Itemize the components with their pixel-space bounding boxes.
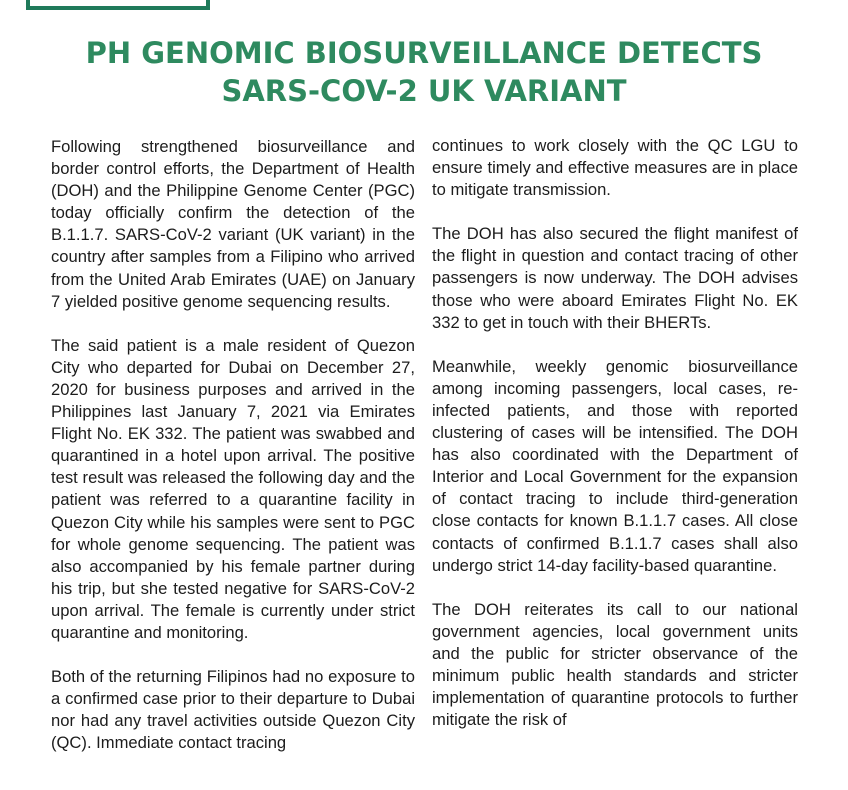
left-column: [51, 136, 415, 776]
title-line-1: PH GENOMIC BIOSURVEILLANCE DETECTS: [85, 36, 763, 70]
page-title: [0, 34, 848, 110]
logo-frame: [26, 0, 210, 10]
paragraph: The DOH has also secured the flight manifest of the flight in question and contact tracing of other passengers is now underway. The DOH advises those who were aboard Emirates Flight No. EK 332 to get in touch with their BHERTs.: [432, 224, 798, 332]
paragraph: The said patient is a male resident of Quezon City who departed for Dubai on December 27, 2020 for business purposes and arrived in the Philippines last January 7, 2021 via Emirates Flight No. EK 332. The patient was swabbed and quarantined in a hotel upon arrival. The positive test result was released the following day and the patient was referred to a quarantine facility in Quezon City while his samples were sent to PGC for whole genome sequencing. The patient was also accompanied by his female partner during his trip, but she tested negative for SARS-CoV-2 upon arrival. The female is currently under strict quarantine and monitoring.: [51, 335, 415, 642]
right-column: [432, 135, 798, 753]
paragraph: Both of the returning Filipinos had no exposure to a confirmed case prior to their departure to Dubai nor had any travel activities outside Quezon City (QC). Immediate contact tracing: [51, 667, 415, 753]
title-line-2: SARS-COV-2 UK VARIANT: [221, 74, 627, 108]
paragraph: continues to work closely with the QC LGU to ensure timely and effective measures are in place to mitigate transmission.: [432, 136, 798, 200]
paragraph: Following strengthened biosurveillance and border control efforts, the Department of Health (DOH) and the Philippine Genome Center (PGC) today officially confirm the detection of the B.1.1.7. SARS-CoV-2 variant (UK variant) in the country after samples from a Filipino who arrived from the United Arab Emirates (UAE) on January 7 yielded positive genome sequencing results.: [51, 137, 415, 311]
paragraph: Meanwhile, weekly genomic biosurveillance among incoming passengers, local cases, re-infected patients, and those with reported clustering of cases will be intensified. The DOH has also coordinated with the Department of Interior and Local Government for the expansion of contact tracing to include third-generation close contacts for known B.1.1.7 cases. All close contacts of confirmed B.1.1.7 cases shall also undergo strict 14-day facility-based quarantine.: [432, 356, 798, 575]
paragraph: The DOH reiterates its call to our national government agencies, local government units and the public for stricter observance of the minimum public health standards and stricter implementation of quarantine protocols to further mitigate the risk of: [432, 599, 798, 730]
